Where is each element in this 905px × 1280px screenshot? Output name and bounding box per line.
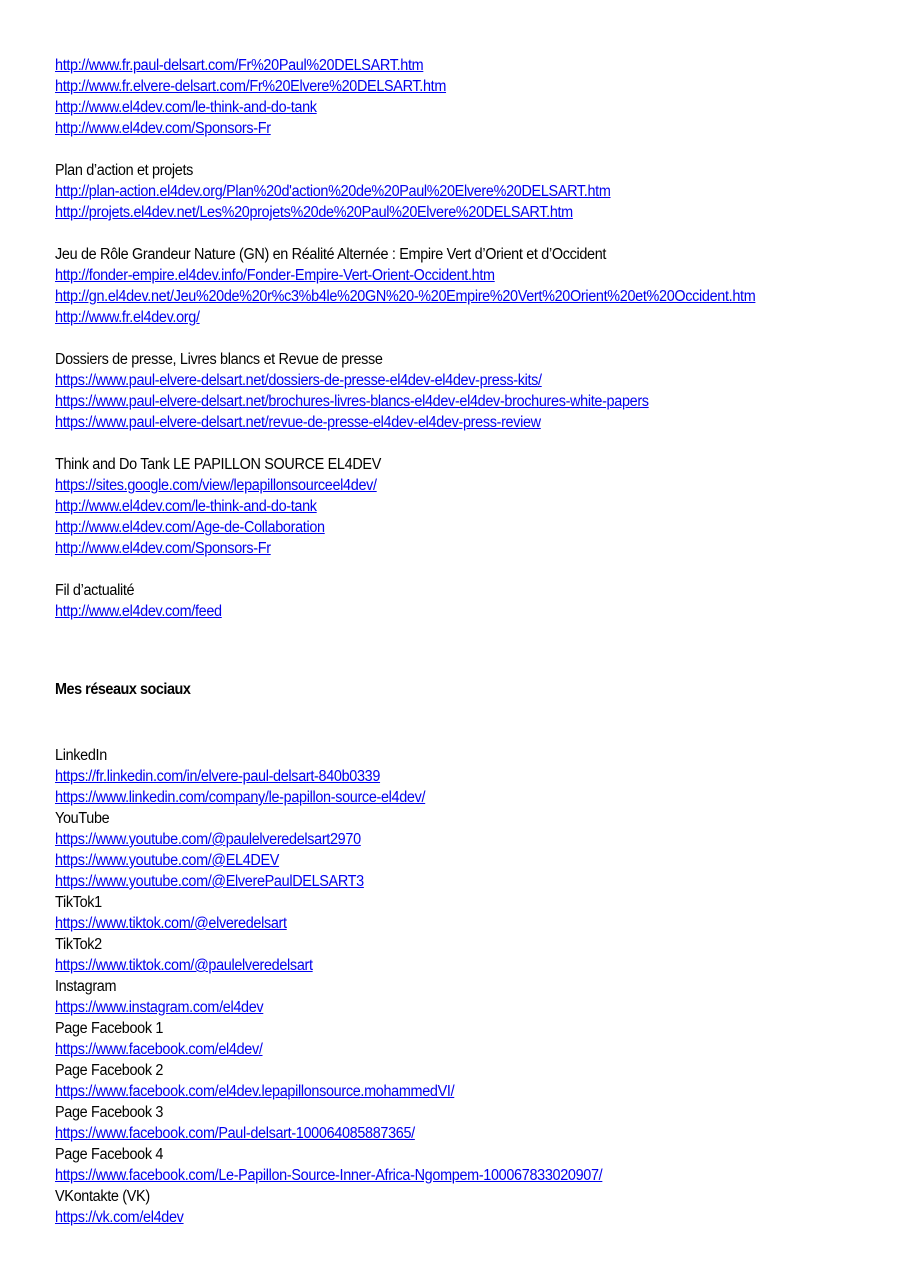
social-label-facebook-4: Page Facebook 4 bbox=[55, 1146, 164, 1163]
spacer bbox=[55, 139, 895, 160]
link-sponsors-2[interactable]: http://www.el4dev.com/Sponsors-Fr bbox=[55, 540, 271, 557]
link-facebook-2[interactable]: https://www.facebook.com/el4dev.lepapillonsource.mohammedVI/ bbox=[55, 1083, 455, 1100]
link-feed[interactable]: http://www.el4dev.com/feed bbox=[55, 603, 222, 620]
section-title-presse: Dossiers de presse, Livres blancs et Revue de presse bbox=[55, 351, 383, 368]
spacer bbox=[55, 433, 895, 454]
link-think-and-do-tank-2[interactable]: http://www.el4dev.com/le-think-and-do-tank bbox=[55, 498, 317, 515]
link-sponsors[interactable]: http://www.el4dev.com/Sponsors-Fr bbox=[55, 120, 271, 137]
link-instagram[interactable]: https://www.instagram.com/el4dev bbox=[55, 999, 264, 1016]
link-revue-presse[interactable]: https://www.paul-elvere-delsart.net/revue-de-presse-el4dev-el4dev-press-review bbox=[55, 414, 541, 431]
link-livres-blancs[interactable]: https://www.paul-elvere-delsart.net/brochures-livres-blancs-el4dev-el4dev-brochures-white-papers bbox=[55, 393, 649, 410]
link-google-site[interactable]: https://sites.google.com/view/lepapillonsourceel4dev/ bbox=[55, 477, 377, 494]
link-vk[interactable]: https://vk.com/el4dev bbox=[55, 1209, 184, 1226]
link-gn[interactable]: http://gn.el4dev.net/Jeu%20de%20r%c3%b4le%20GN%20-%20Empire%20Vert%20Orient%20et%20Occident.htm bbox=[55, 288, 756, 305]
link-paul-delsart[interactable]: http://www.fr.paul-delsart.com/Fr%20Paul%20DELSART.htm bbox=[55, 57, 424, 74]
link-tiktok-2[interactable]: https://www.tiktok.com/@paulelveredelsart bbox=[55, 957, 313, 974]
spacer bbox=[55, 559, 895, 580]
link-youtube-1[interactable]: https://www.youtube.com/@paulelveredelsart2970 bbox=[55, 831, 361, 848]
section-title-think-tank: Think and Do Tank LE PAPILLON SOURCE EL4DEV bbox=[55, 456, 381, 473]
link-youtube-2[interactable]: https://www.youtube.com/@EL4DEV bbox=[55, 852, 280, 869]
document-page bbox=[55, 55, 895, 1228]
link-projets[interactable]: http://projets.el4dev.net/Les%20projets%20de%20Paul%20Elvere%20DELSART.htm bbox=[55, 204, 573, 221]
social-label-tiktok1: TikTok1 bbox=[55, 894, 102, 911]
link-facebook-1[interactable]: https://www.facebook.com/el4dev/ bbox=[55, 1041, 263, 1058]
section-title-feed: Fil d’actualité bbox=[55, 582, 135, 599]
link-facebook-3[interactable]: https://www.facebook.com/Paul-delsart-100064085887365/ bbox=[55, 1125, 415, 1142]
spacer bbox=[55, 223, 895, 244]
link-youtube-3[interactable]: https://www.youtube.com/@ElverePaulDELSART3 bbox=[55, 873, 364, 890]
section-title-gn: Jeu de Rôle Grandeur Nature (GN) en Réalité Alternée : Empire Vert d’Orient et d’Occident bbox=[55, 246, 607, 263]
link-facebook-4[interactable]: https://www.facebook.com/Le-Papillon-Source-Inner-Africa-Ngompem-100067833020907/ bbox=[55, 1167, 603, 1184]
social-label-facebook-2: Page Facebook 2 bbox=[55, 1062, 164, 1079]
social-label-facebook-3: Page Facebook 3 bbox=[55, 1104, 164, 1121]
social-label-tiktok2: TikTok2 bbox=[55, 936, 102, 953]
spacer bbox=[55, 622, 895, 664]
social-label-instagram: Instagram bbox=[55, 978, 117, 995]
link-plan-action[interactable]: http://plan-action.el4dev.org/Plan%20d'action%20de%20Paul%20Elvere%20DELSART.htm bbox=[55, 183, 611, 200]
social-label-facebook-1: Page Facebook 1 bbox=[55, 1020, 164, 1037]
social-label-linkedin: LinkedIn bbox=[55, 747, 107, 764]
spacer bbox=[55, 328, 895, 349]
link-elvere-delsart[interactable]: http://www.fr.elvere-delsart.com/Fr%20Elvere%20DELSART.htm bbox=[55, 78, 447, 95]
link-fr-el4dev[interactable]: http://www.fr.el4dev.org/ bbox=[55, 309, 200, 326]
social-label-vk: VKontakte (VK) bbox=[55, 1188, 150, 1205]
social-label-youtube: YouTube bbox=[55, 810, 110, 827]
link-fonder-empire[interactable]: http://fonder-empire.el4dev.info/Fonder-Empire-Vert-Orient-Occident.htm bbox=[55, 267, 495, 284]
link-linkedin-company[interactable]: https://www.linkedin.com/company/le-papillon-source-el4dev/ bbox=[55, 789, 426, 806]
section-title-plan-action: Plan d’action et projets bbox=[55, 162, 194, 179]
link-think-and-do-tank[interactable]: http://www.el4dev.com/le-think-and-do-tank bbox=[55, 99, 317, 116]
link-dossiers-presse[interactable]: https://www.paul-elvere-delsart.net/dossiers-de-presse-el4dev-el4dev-press-kits/ bbox=[55, 372, 542, 389]
link-linkedin-profile[interactable]: https://fr.linkedin.com/in/elvere-paul-delsart-840b0339 bbox=[55, 768, 381, 785]
link-age-collaboration[interactable]: http://www.el4dev.com/Age-de-Collaboration bbox=[55, 519, 325, 536]
spacer bbox=[55, 700, 895, 742]
social-heading: Mes réseaux sociaux bbox=[55, 681, 191, 698]
link-tiktok-1[interactable]: https://www.tiktok.com/@elveredelsart bbox=[55, 915, 287, 932]
